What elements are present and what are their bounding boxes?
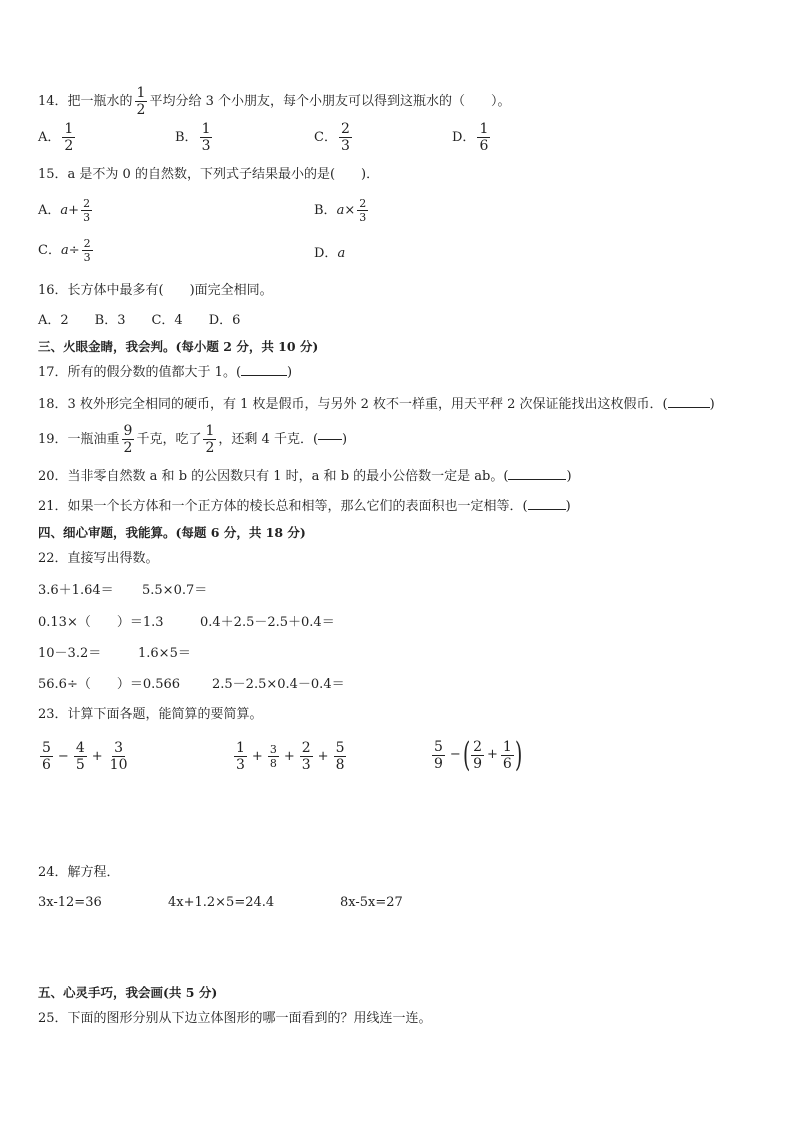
q22-item: 2.5－2.5×0.4－0.4＝ — [212, 677, 345, 692]
section-4-heading: 四、细心审题，我能算。(每题 6 分，共 18 分) — [38, 525, 306, 540]
fraction: $\frac{1}{2}$ — [136, 85, 146, 118]
q23-title: 23．计算下面各题，能简算的要简算。 — [38, 707, 263, 722]
q15-option-d: D． a — [314, 246, 346, 261]
q15-option-a: A． a + $\frac{2}{3}$ — [38, 197, 91, 224]
q15-option-c: C． a ÷ $\frac{2}{3}$ — [38, 237, 91, 264]
q15-option-b: B． a × $\frac{2}{3}$ — [314, 197, 367, 224]
q25: 25．下面的图形分别从下边立体图形的哪一面看到的？用线连一连。 — [38, 1011, 432, 1026]
q24-equation: 8x-5x=27 — [340, 895, 403, 910]
q21: 21．如果一个长方体和一个正方体的棱长总和相等，那么它们的表面积也一定相等．( ) — [38, 499, 571, 514]
q22-title: 22．直接写出得数。 — [38, 551, 159, 566]
q24-title: 24．解方程． — [38, 865, 120, 880]
q24-equation: 4x+1.2×5=24.4 — [168, 895, 275, 910]
q16-stem: 16．长方体中最多有( )面完全相同。 — [38, 283, 273, 298]
section-5-heading: 五、心灵手巧，我会画(共 5 分) — [38, 985, 218, 1000]
q22-item: 5.5×0.7＝ — [142, 583, 208, 598]
q24-equation: 3x-12=36 — [38, 895, 102, 910]
q23-expression-3: $\frac{5}{9}$ − ( $\frac{2}{9}$ + $\frac{1}{6}$ ) — [434, 735, 523, 775]
q14-option-a: A． $\frac{1}{2}$ — [38, 121, 74, 154]
q15-stem: 15．a 是不为 0 的自然数，下列式子结果最小的是( )． — [38, 167, 380, 182]
q14-stem: 14．把一瓶水的 $\frac{1}{2}$ 平均分给 3 个小朋友，每个小朋友可以得到这瓶水的（ ）。 — [38, 85, 511, 118]
q14-option-d: D． $\frac{1}{6}$ — [452, 121, 489, 154]
section-3-heading: 三、火眼金睛，我会判。(每小题 2 分，共 10 分) — [38, 339, 319, 354]
q17: 17．所有的假分数的值都大于 1。( ) — [38, 365, 293, 380]
q22-item: 3.6＋1.64＝ — [38, 583, 114, 598]
q23-expression-1: $\frac{5}{6}$ − $\frac{4}{5}$ + $\frac{3}{10}$ — [42, 740, 128, 773]
q14-option-c: C． $\frac{2}{3}$ — [314, 121, 350, 154]
q22-item: 0.13×（ ）＝1.3 — [38, 615, 164, 630]
q16-options: A．2 B．3 C．4 D．6 — [38, 313, 241, 328]
q22-item: 56.6÷（ ）＝0.566 — [38, 677, 181, 692]
q22-item: 10－3.2＝ — [38, 646, 102, 661]
q19: 19．一瓶油重 $\frac{9}{2}$ 千克，吃了 $\frac{1}{2}$ ，还剩 4 千克．( ) — [38, 423, 348, 456]
q20: 20．当非零自然数 a 和 b 的公因数只有 1 时，a 和 b 的最小公倍数一定是 ab。( ) — [38, 469, 572, 484]
q22-item: 0.4＋2.5－2.5＋0.4＝ — [200, 615, 335, 630]
q23-expression-2: $\frac{1}{3}$ + $\frac{3}{8}$ + $\frac{2}{3}$ + $\frac{5}{8}$ — [236, 740, 345, 773]
q18: 18．3 枚外形完全相同的硬币，有 1 枚是假币，与另外 2 枚不一样重，用天平秤 2 次保证能找出这枚假币．( ) — [38, 397, 715, 412]
q22-item: 1.6×5＝ — [138, 646, 191, 661]
q14-option-b: B． $\frac{1}{3}$ — [175, 121, 211, 154]
